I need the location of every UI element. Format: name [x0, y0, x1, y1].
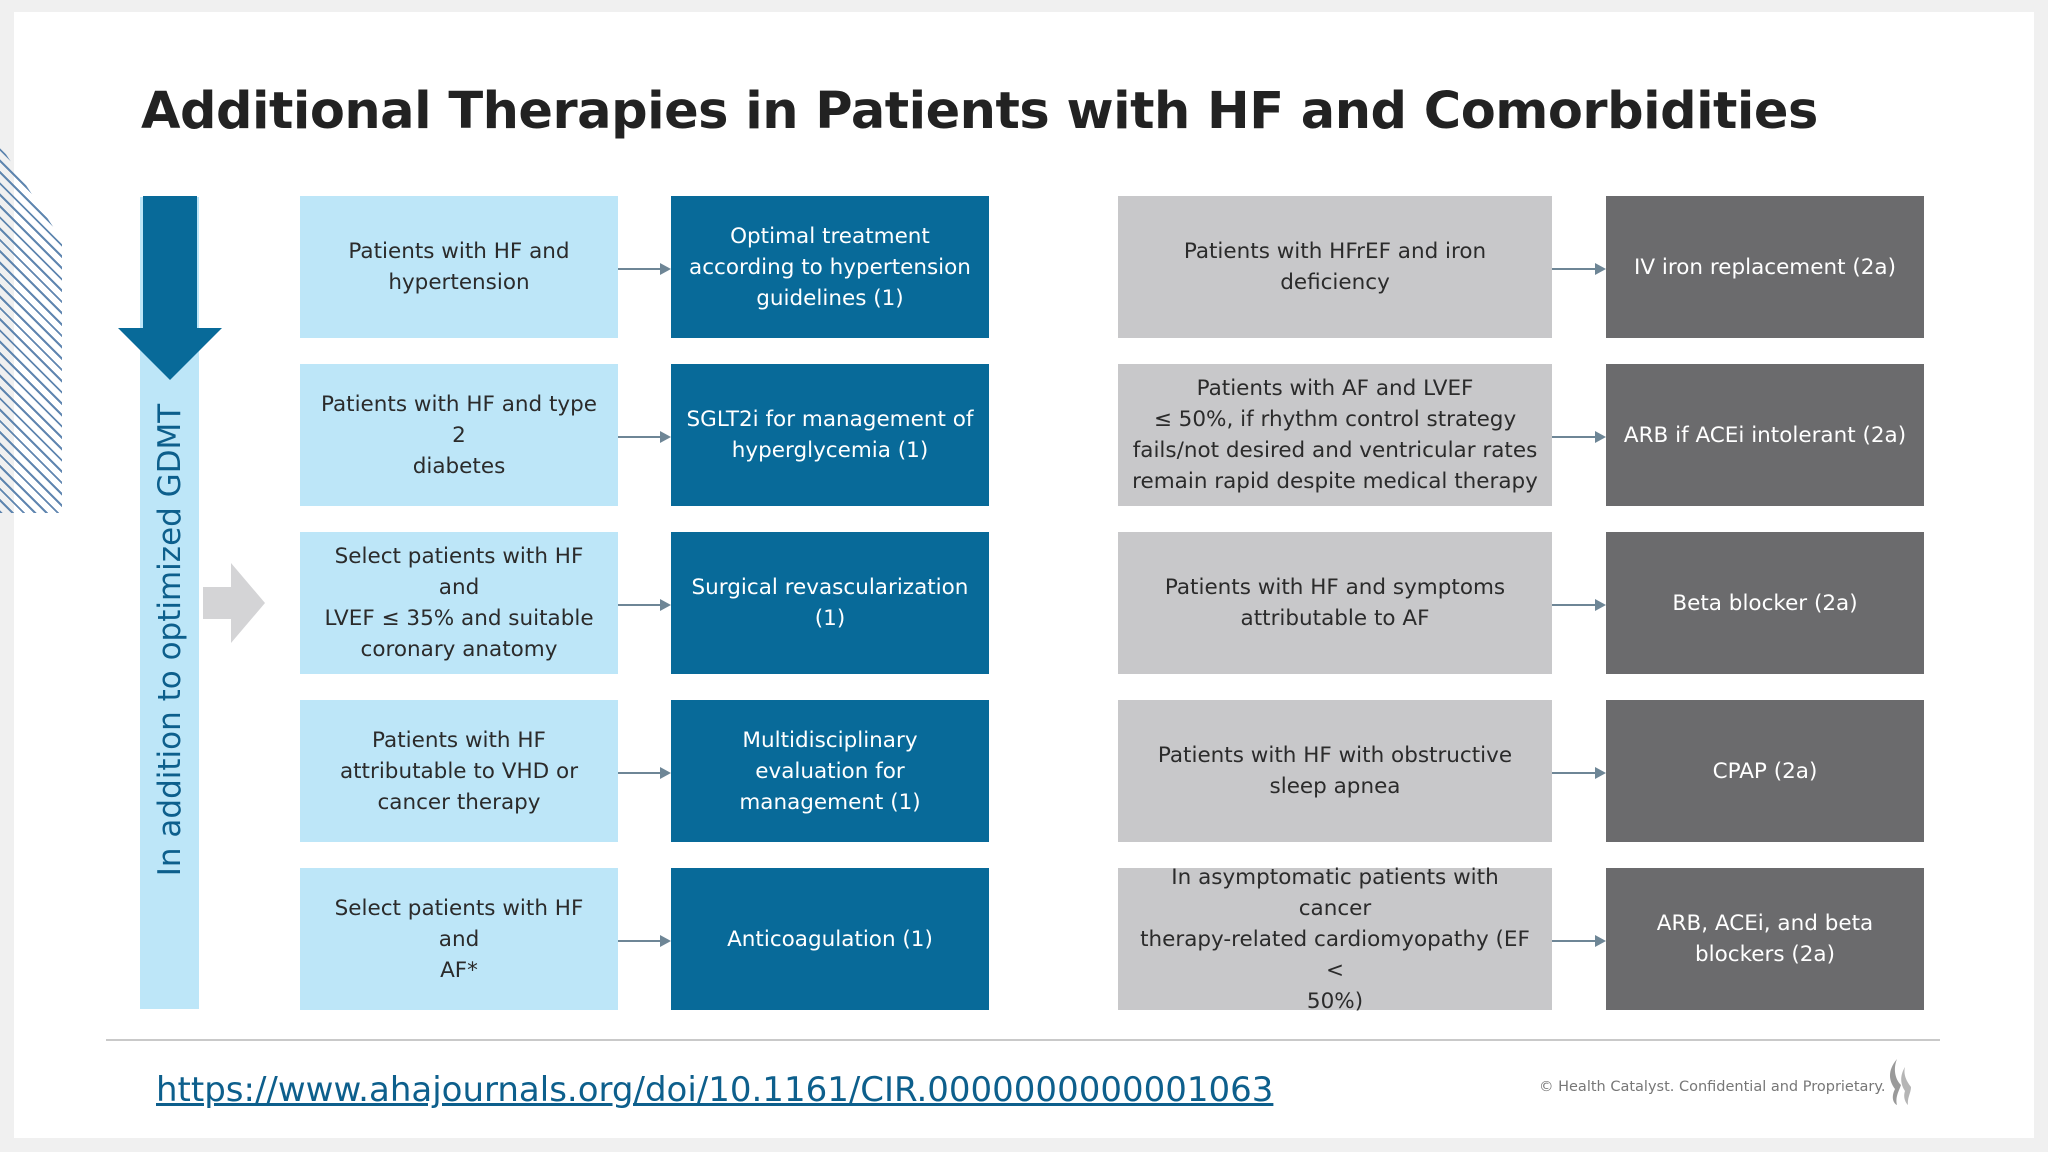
right-condition-box-text — [1132, 862, 1538, 1017]
left-therapy-box — [671, 196, 989, 338]
text-line: Select patients with HF and — [334, 895, 584, 952]
text-line: LVEF ≤ 35% and suitable — [324, 606, 594, 631]
left-condition-box — [300, 364, 618, 506]
sidebar-label: In addition to optimized GDMT — [152, 403, 188, 877]
page-title: Additional Therapies in Patients with HF and Comorbidities — [141, 82, 1818, 141]
text-line: according to hypertension — [689, 254, 971, 280]
text-line: Beta blocker (2a) — [1672, 590, 1858, 616]
text-line: ARB, ACEi, and beta — [1656, 911, 1874, 936]
right-condition-box-text — [1158, 740, 1512, 802]
text-line: ARB if ACEi intolerant (2a) — [1623, 422, 1907, 448]
connector-arrow-icon — [1552, 766, 1606, 780]
text-line: remain rapid despite medical therapy — [1132, 469, 1538, 494]
text-line: Patients with AF and LVEF — [1196, 376, 1474, 401]
left-therapy-box-text — [687, 404, 974, 466]
right-therapy-box-text — [1657, 908, 1873, 970]
text-line: attributable to VHD or — [339, 758, 579, 784]
text-line: sleep apnea — [1269, 774, 1401, 799]
text-line: Select patients with HF and — [334, 544, 584, 600]
right-condition-box-text — [1132, 373, 1538, 497]
text-line: management (1) — [739, 789, 921, 815]
right-therapy-box — [1606, 700, 1924, 842]
text-line: guidelines (1) — [756, 285, 904, 311]
right-therapy-box — [1606, 196, 1924, 338]
right-therapy-box — [1606, 868, 1924, 1010]
right-therapy-box-text — [1713, 756, 1818, 787]
right-condition-box-text — [1184, 236, 1486, 298]
right-therapy-box-text — [1634, 252, 1896, 283]
connector-arrow-icon — [618, 766, 671, 780]
connector-arrow-icon — [1552, 934, 1606, 948]
text-line: diabetes — [412, 453, 506, 479]
connector-arrow-icon — [618, 430, 671, 444]
text-line: deficiency — [1280, 270, 1390, 295]
text-line: Optimal treatment — [730, 223, 930, 249]
text-line: hyperglycemia (1) — [731, 438, 929, 463]
left-therapy-box — [671, 868, 989, 1010]
connector-arrow-icon — [618, 598, 671, 612]
right-condition-box — [1118, 532, 1552, 674]
left-therapy-box-text — [692, 572, 969, 634]
connector-arrow-icon — [1552, 262, 1606, 276]
left-therapy-box — [671, 364, 989, 506]
text-line: IV iron replacement (2a) — [1634, 254, 1896, 280]
right-arrow-icon — [203, 563, 265, 643]
text-line: Patients with HFrEF and iron — [1183, 239, 1487, 264]
text-line: In asymptomatic patients with cancer — [1171, 864, 1499, 921]
text-line: SGLT2i for management of — [686, 407, 974, 432]
text-line: Anticoagulation (1) — [727, 926, 933, 952]
text-line: fails/not desired and ventricular rates — [1132, 438, 1538, 463]
left-therapy-box-text — [689, 221, 971, 314]
text-line: (1) — [814, 606, 846, 631]
right-condition-box — [1118, 196, 1552, 338]
text-line: 50%) — [1306, 988, 1364, 1014]
left-condition-box-text — [314, 389, 604, 482]
text-line: AF* — [440, 957, 478, 983]
right-condition-box — [1118, 364, 1552, 506]
right-therapy-box-text — [1624, 420, 1906, 451]
text-line: cancer therapy — [377, 789, 541, 815]
text-line: Patients with HF and type 2 — [320, 391, 598, 448]
left-condition-box — [300, 700, 618, 842]
left-condition-box — [300, 196, 618, 338]
reference-link[interactable]: https://www.ahajournals.org/doi/10.1161/CIR.0000000000001063 — [156, 1070, 1274, 1110]
left-condition-box — [300, 868, 618, 1010]
left-condition-box — [300, 532, 618, 674]
left-condition-box-text — [348, 236, 569, 298]
connector-arrow-icon — [1552, 430, 1606, 444]
text-line: evaluation for — [755, 758, 905, 784]
left-condition-box-text — [314, 541, 604, 665]
right-condition-box — [1118, 700, 1552, 842]
connector-arrow-icon — [1552, 598, 1606, 612]
text-line: Patients with HF with obstructive — [1157, 743, 1513, 768]
text-line: therapy-related cardiomyopathy (EF < — [1140, 926, 1530, 983]
text-line: Surgical revascularization — [691, 575, 969, 600]
right-therapy-box-text — [1672, 588, 1857, 619]
right-therapy-box — [1606, 532, 1924, 674]
text-line: Patients with HF and — [348, 239, 570, 264]
connector-arrow-icon — [618, 262, 671, 276]
connector-arrow-icon — [618, 934, 671, 948]
text-line: blockers (2a) — [1694, 942, 1835, 967]
left-therapy-box-text — [727, 924, 933, 955]
text-line: Patients with HF — [372, 727, 546, 753]
copyright-text: © Health Catalyst. Confidential and Proprietary. — [1539, 1079, 1886, 1095]
down-arrow-icon — [118, 196, 222, 380]
left-condition-box-text — [340, 725, 578, 818]
left-therapy-box — [671, 532, 989, 674]
text-line: attributable to AF — [1240, 606, 1430, 631]
right-condition-box-text — [1165, 572, 1505, 634]
left-therapy-box-text — [739, 725, 920, 818]
text-line: hypertension — [388, 270, 530, 295]
right-therapy-box — [1606, 364, 1924, 506]
left-condition-box-text — [314, 893, 604, 986]
health-catalyst-logo-icon — [1883, 1057, 1915, 1107]
text-line: coronary anatomy — [360, 637, 558, 662]
text-line: CPAP (2a) — [1712, 758, 1818, 784]
text-line: ≤ 50%, if rhythm control strategy — [1153, 407, 1517, 432]
right-condition-box — [1118, 864, 1552, 1014]
left-therapy-box — [671, 700, 989, 842]
footer-divider — [106, 1039, 1940, 1041]
text-line: Patients with HF and symptoms — [1164, 575, 1506, 600]
text-line: Multidisciplinary — [742, 727, 918, 753]
